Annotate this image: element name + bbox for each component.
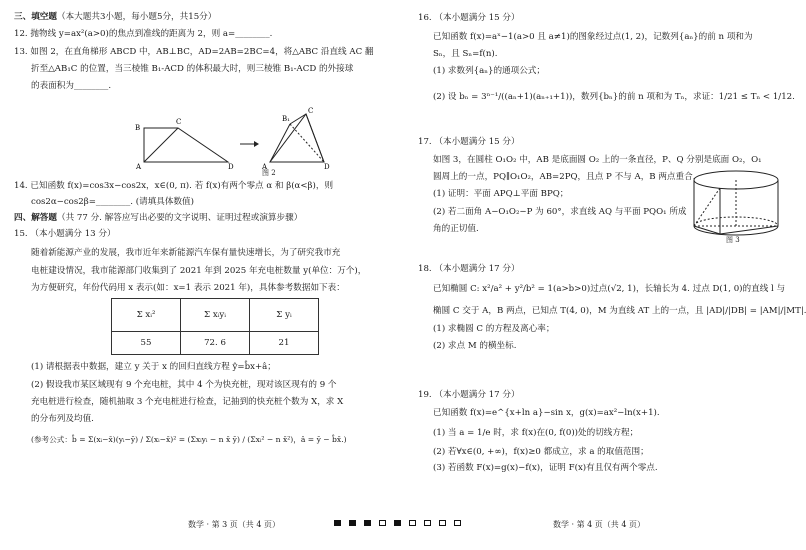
question-19-part1: (1) 当 a = 1/e 时，求 f(x)在(0, f(0))处的切线方程； — [433, 428, 639, 438]
section3-note: （本大题共3小题，每小题5分，共15分） — [56, 12, 217, 22]
question-15-heading: 15. （本小题满分 13 分） — [14, 229, 116, 239]
question-16-line1: 已知函数 f(x)=aˣ−1(a>0 且 a≠1)的图象经过点(1, 2)，记数列{aₙ}的前 n 项和为 — [433, 32, 753, 42]
question-17-line1: 如图 3，在圆柱 O₁O₂ 中，AB 是底面圆 O₂ 上的一条直径，P、Q 分别是底面 O₂，O₁ — [433, 155, 762, 165]
section4-heading — [14, 213, 302, 224]
question-12: 12. 抛物线 y=ax²(a>0)的焦点到准线的距离为 2，则 a=________. — [14, 29, 273, 39]
question-15-line1: 随着新能源产业的发展，我市近年来新能源汽车保有量快速增长，为了研究我市充 — [31, 248, 341, 258]
section3-heading — [14, 12, 216, 23]
data-table — [111, 298, 319, 355]
question-19-line1: 已知函数 f(x)=e^{x+ln a}−sin x，g(x)=ax²−ln(x+1). — [433, 408, 660, 418]
table-row — [112, 332, 319, 355]
question-17-heading: 17. （本小题满分 15 分） — [418, 137, 520, 147]
question-15-line2: 电桩建设情况，我市能源部门收集到了 2021 年到 2025 年充电桩数量 y(单位：万个)， — [31, 266, 367, 276]
right-page-footer: 数学 · 第 4 页（共 4 页） — [553, 520, 645, 529]
question-17-part2-line2: 角的正切值. — [433, 224, 479, 234]
table-cell: 72. 6 — [181, 332, 250, 355]
question-16-part1: (1) 求数列{aₙ}的通项公式； — [433, 66, 546, 76]
table-cell: 55 — [112, 332, 181, 355]
mark-outline — [454, 520, 461, 526]
question-18-part2: (2) 求点 M 的横坐标. — [433, 341, 517, 351]
center-marks — [330, 518, 465, 527]
table-cell: 21 — [250, 332, 319, 355]
figure-2 — [128, 106, 328, 176]
question-15-part2-line3: 的分布列及均值. — [31, 414, 94, 424]
question-17-line2: 圆周上的一点，PQ∥O₁O₂，AB=2PQ，且点 P 不与 A，B 两点重合. — [433, 172, 696, 182]
question-15-part1: (1) 请根据表中数据，建立 y 关于 x 的回归直线方程 ŷ=b̂x+â； — [31, 362, 276, 372]
question-15-line3: 为方便研究，年份代码用 x 表示(如：x=1 表示 2021 年)，具体参考数据如下表： — [31, 283, 345, 293]
question-17-part2-line1: (2) 若二面角 A−O₁O₂−P 为 60°，求直线 AQ 与平面 PQO₁ 所成 — [433, 207, 687, 217]
section4-note: （共 77 分. 解答应写出必要的文字说明、证明过程或演算步骤） — [56, 213, 303, 223]
question-18-line1: 已知椭圆 C: x²/a² + y²/b² = 1(a>b>0)过点(√2, 1)，长轴长为 4. 过点 D(1, 0)的直线 l 与 — [433, 284, 786, 294]
reference-formula: (参考公式：b̂ = Σ(xᵢ−x̄)(yᵢ−ȳ) / Σ(xᵢ−x̄)² = (Σxᵢyᵢ − n x̄ ȳ) / (Σxᵢ² − n x̄²)，â = ȳ − b̂x̄.) — [31, 435, 347, 444]
fig-label-c: C — [176, 118, 182, 126]
question-19-part3: (3) 若函数 F(x)=g(x)−f(x)，证明 F(x)有且仅有两个零点. — [433, 463, 658, 473]
fig-label-b1: B₁ — [282, 115, 290, 123]
mark-filled — [349, 520, 356, 526]
table-header-cell: Σ xᵢ² — [112, 299, 181, 332]
question-18-part1: (1) 求椭圆 C 的方程及离心率； — [433, 324, 555, 334]
question-13-line1: 13. 如图 2，在直角梯形 ABCD 中，AB⊥BC，AD=2AB=2BC=4，将△ABC 沿直线 AC 翻 — [14, 47, 374, 57]
mark-outline — [379, 520, 386, 526]
figure-3-caption: 图 3 — [726, 236, 740, 244]
question-19-part2: (2) 若∀x∈(0, +∞)，f(x)≥0 都成立，求 a 的取值范围； — [433, 447, 649, 457]
question-14-line1: 14. 已知函数 f(x)=cos3x−cos2x，x∈(0, π). 若 f(x)有两个零点 α 和 β(α<β)，则 — [14, 181, 334, 191]
question-16-line2: Sₙ，且 Sₙ=f(n). — [433, 49, 498, 59]
section3-title: 三、填空题 — [14, 12, 57, 22]
question-18-heading: 18. （本小题满分 17 分） — [418, 264, 520, 274]
question-14-line2: cos2α−cos2β=________. (请填具体数值) — [31, 197, 195, 207]
question-15-part2-line1: (2) 假设我市某区域现有 9 个充电桩，其中 4 个为快充桩，现对该区现有的 9 个 — [31, 380, 337, 390]
mark-filled — [394, 520, 401, 526]
question-16-part2: (2) 设 bₙ = 3ⁿ⁻¹/((aₙ+1)(aₙ₊₁+1))，数列{bₙ}的前 n 项和为 Tₙ，求证：1/21 ≤ Tₙ < 1/12. — [433, 92, 795, 102]
question-13-line3: 的表面积为________. — [31, 81, 112, 91]
mark-filled — [364, 520, 371, 526]
question-19-heading: 19. （本小题满分 17 分） — [418, 390, 520, 400]
mark-outline — [409, 520, 416, 526]
figure-2-caption: 图 2 — [262, 169, 276, 177]
question-16-heading: 16. （本小题满分 15 分） — [418, 13, 520, 23]
mark-filled — [334, 520, 341, 526]
fig-label-b: B — [135, 124, 141, 132]
fig-label-d2: D — [324, 163, 330, 171]
question-13-line2: 折至△AB₁C 的位置，当三棱锥 B₁-ACD 的体积最大时，则三棱锥 B₁-ACD 的外接球 — [31, 64, 354, 74]
question-15-part2-line2: 充电桩进行检查，随机抽取 3 个充电桩进行检查，记抽到的快充桩个数为 X，求 X — [31, 397, 344, 407]
table-header-cell: Σ yᵢ — [250, 299, 319, 332]
left-page-footer: 数学 · 第 3 页（共 4 页） — [188, 520, 280, 529]
table-header-row — [112, 299, 319, 332]
mark-outline — [439, 520, 446, 526]
section4-title: 四、解答题 — [14, 213, 57, 223]
fig-label-a2: A — [262, 163, 268, 171]
question-17-part1: (1) 证明：平面 APQ⊥平面 BPQ； — [433, 189, 569, 199]
fig-label-d: D — [228, 163, 234, 171]
fig-label-c2: C — [308, 107, 314, 115]
mark-outline — [424, 520, 431, 526]
question-18-line2: 椭圆 C 交于 A，B 两点，已知点 T(4, 0)，M 为直线 AT 上的一点，且 |AD|/|DB| = |AM|/|MT|. — [433, 306, 806, 316]
table-header-cell: Σ xᵢyᵢ — [181, 299, 250, 332]
fig-label-a: A — [136, 163, 142, 171]
